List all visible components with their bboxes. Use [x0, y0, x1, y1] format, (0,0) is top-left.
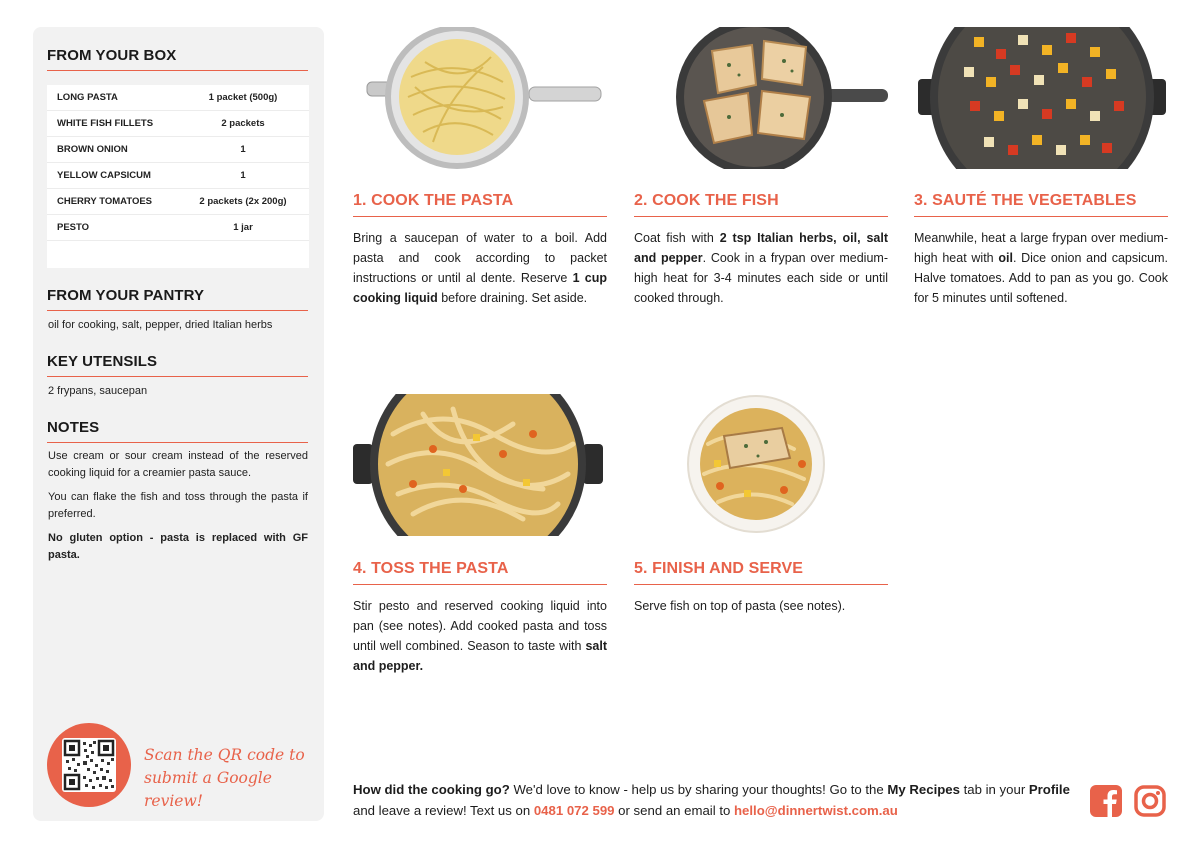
pantry-text: oil for cooking, salt, pepper, dried Italian herbs — [48, 319, 273, 331]
ingredient-name: PESTO — [57, 222, 90, 233]
step-1-body — [353, 228, 607, 308]
notes-list — [48, 448, 308, 571]
qr-review-note — [144, 744, 324, 813]
feedback-footer — [353, 779, 1083, 821]
ingredient-qty: 2 packets (2x 200g) — [199, 196, 287, 207]
qr-note-line: Scan the QR code to — [144, 746, 305, 764]
step-2-text: Coat fish with — [634, 231, 720, 245]
step-2-title: 2. COOK THE FISH — [634, 192, 888, 217]
ingredient-qty: 2 packets — [221, 118, 265, 129]
email-link[interactable]: hello@dinnertwist.com.au — [734, 803, 898, 818]
instagram-icon[interactable] — [1134, 785, 1166, 817]
step-1-text: before draining. Set aside. — [437, 291, 588, 305]
ingredients-table — [47, 85, 309, 268]
step-3-body — [914, 228, 1168, 308]
step-1-photo — [353, 27, 607, 169]
step-2-emphasis: 2 tsp Italian herbs, oil, salt and pepper — [634, 231, 888, 265]
step-1-title: 1. COOK THE PASTA — [353, 192, 607, 217]
step-4-emphasis: salt and pepper. — [353, 639, 607, 673]
step-3-text: Meanwhile, heat a large frypan over medium-high heat with — [914, 231, 1168, 265]
ingredient-row — [47, 215, 309, 241]
ingredient-row — [47, 163, 309, 189]
step-5-body — [634, 596, 888, 616]
ingredients-sidebar — [33, 27, 324, 821]
step-1-emphasis: 1 cup cooking liquid — [353, 271, 607, 305]
phone-number-link[interactable]: 0481 072 599 — [533, 803, 615, 818]
footer-text: or send an email to — [614, 803, 734, 818]
step-1-text: Bring a saucepan of water to a boil. Add pasta and cook according to packet instructions or until al dente. Reserve — [353, 231, 607, 285]
step-2-photo — [634, 27, 888, 169]
notes-heading: NOTES — [47, 419, 308, 443]
footer-text: tab in your — [959, 782, 1029, 797]
note-item: No gluten option - pasta is replaced with GF pasta. — [48, 532, 308, 561]
ingredient-qty: 1 jar — [233, 222, 253, 233]
step-5-title: 5. FINISH AND SERVE — [634, 560, 888, 585]
ingredient-qty: 1 packet (500g) — [208, 92, 278, 103]
step-2-body — [634, 228, 888, 308]
utensils-text: 2 frypans, saucepan — [48, 385, 148, 397]
note-item: Use cream or sour cream instead of the reserved cooking liquid for a creamier pasta sauce. — [48, 450, 308, 479]
ingredient-row — [47, 189, 309, 215]
my-recipes-link[interactable]: My Recipes — [887, 782, 960, 797]
step-3-title: 3. SAUTÉ THE VEGETABLES — [914, 192, 1168, 217]
step-5-photo — [634, 394, 888, 536]
footer-text: and leave a review! Text us on — [353, 803, 534, 818]
ingredient-name: LONG PASTA — [57, 92, 118, 103]
footer-text: We'd love to know - help us by sharing your thoughts! Go to the — [509, 782, 888, 797]
key-utensils-heading: KEY UTENSILS — [47, 353, 308, 377]
note-item: You can flake the fish and toss through the pasta if preferred. — [48, 491, 308, 520]
step-3-emphasis: oil — [998, 251, 1013, 265]
ingredient-row — [47, 85, 309, 111]
step-5-text: Serve fish on top of pasta (see notes). — [634, 599, 846, 613]
step-3-photo — [914, 27, 1168, 169]
qr-badge — [47, 723, 131, 807]
ingredient-qty: 1 — [240, 144, 246, 155]
from-your-box-heading: FROM YOUR BOX — [47, 47, 308, 71]
profile-link[interactable]: Profile — [1028, 782, 1070, 797]
from-your-pantry-heading: FROM YOUR PANTRY — [47, 287, 308, 311]
ingredient-name: BROWN ONION — [57, 144, 128, 155]
facebook-icon[interactable] — [1090, 785, 1122, 817]
step-4-photo — [353, 394, 607, 536]
step-4-title: 4. TOSS THE PASTA — [353, 560, 607, 585]
footer-question: How did the cooking go? — [353, 782, 510, 797]
ingredient-name: YELLOW CAPSICUM — [57, 170, 151, 181]
ingredient-name: WHITE FISH FILLETS — [57, 118, 154, 129]
qr-code-icon[interactable] — [62, 738, 116, 792]
ingredient-name: CHERRY TOMATOES — [57, 196, 153, 207]
ingredient-qty: 1 — [240, 170, 246, 181]
ingredient-row — [47, 111, 309, 137]
step-4-text: Stir pesto and reserved cooking liquid into pan (see notes). Add cooked pasta and toss until well combined. Season to taste with — [353, 599, 607, 653]
step-2-text: . Cook in a frypan over medium-high heat for 3-4 minutes each side or until cooked through. — [634, 251, 888, 305]
step-3-text: . Dice onion and capsicum. Halve tomatoes. Add to pan as you go. Cook for 5 minutes until softened. — [914, 251, 1168, 305]
ingredient-row — [47, 137, 309, 163]
qr-note-line: submit a Google review! — [144, 769, 272, 810]
step-4-body — [353, 596, 607, 676]
